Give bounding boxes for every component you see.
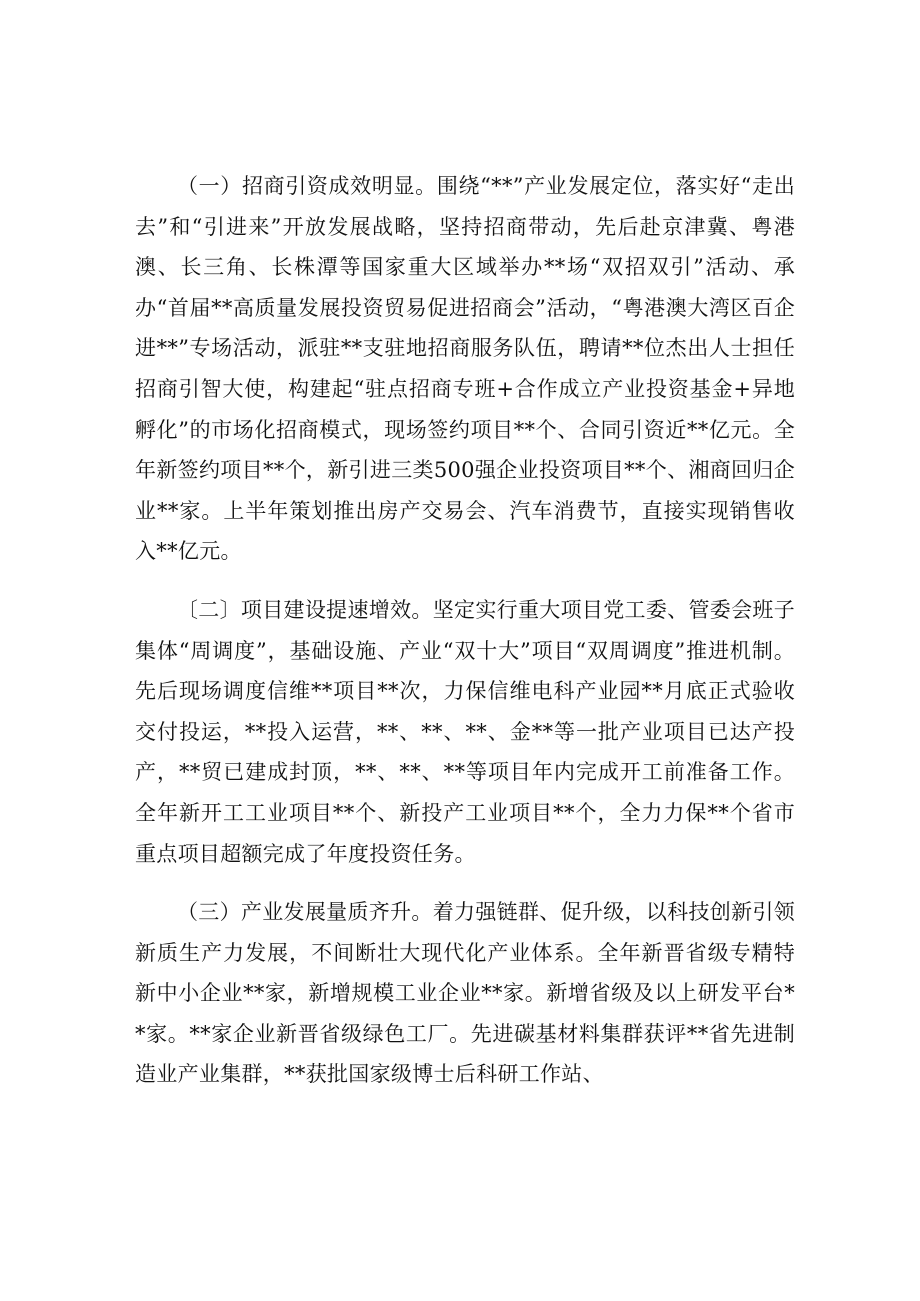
paragraph-investment: （一）招商引资成效明显。围绕“**”产业发展定位，落实好“走出去”和“引进来”开放发展战略，坚持招商带动，先后赴京津冀、粤港澳、长三角、长株潭等国家重大区域举办**场“双招双引”活动、承办“首届**高质量发展投资贸易促进招商会”活动，“粤港澳大湾区百企进**”专场活动，派驻**支驻地招商服务队伍，聘请**位杰出人士担任招商引智大使，构建起“驻点招商专班+合作成立产业投资基金+异地孵化”的市场化招商模式，现场签约项目**个、合同引资近**亿元。全年新签约项目**个，新引进三类500强企业投资项目**个、湘商回归企业**家。上半年策划推出房产交易会、汽车消费节，直接实现销售收入**亿元。 [135,174,795,564]
paragraph-project-construction: 〔二〕项目建设提速增效。坚定实行重大项目党工委、管委会班子集体“周调度”，基础设施、产业“双十大”项目“双周调度”推进机制。先后现场调度信维**项目**次，力保信维电科产业园**月底正式验收交付投运，**投入运营，**、**、**、金**等一批产业项目已达产投产，**贸已建成封顶，**、**、**等项目年内完成开工前准备工作。全年新开工工业项目**个、新投产工业项目**个，全力力保**个省市重点项目超额完成了年度投资任务。 [135,597,795,866]
paragraph-industry-development: （三）产业发展量质齐升。着力强链群、促升级，以科技创新引领新质生产力发展，不间断壮大现代化产业体系。全年新晋省级专精特新中小企业**家，新增规模工业企业**家。新增省级及以上研发平台**家。**家企业新晋省级绿色工厂。先进碳基材料集群获评**省先进制造业产业集群，**获批国家级博士后科研工作站、 [135,900,795,1087]
document-body [135,166,795,1113]
